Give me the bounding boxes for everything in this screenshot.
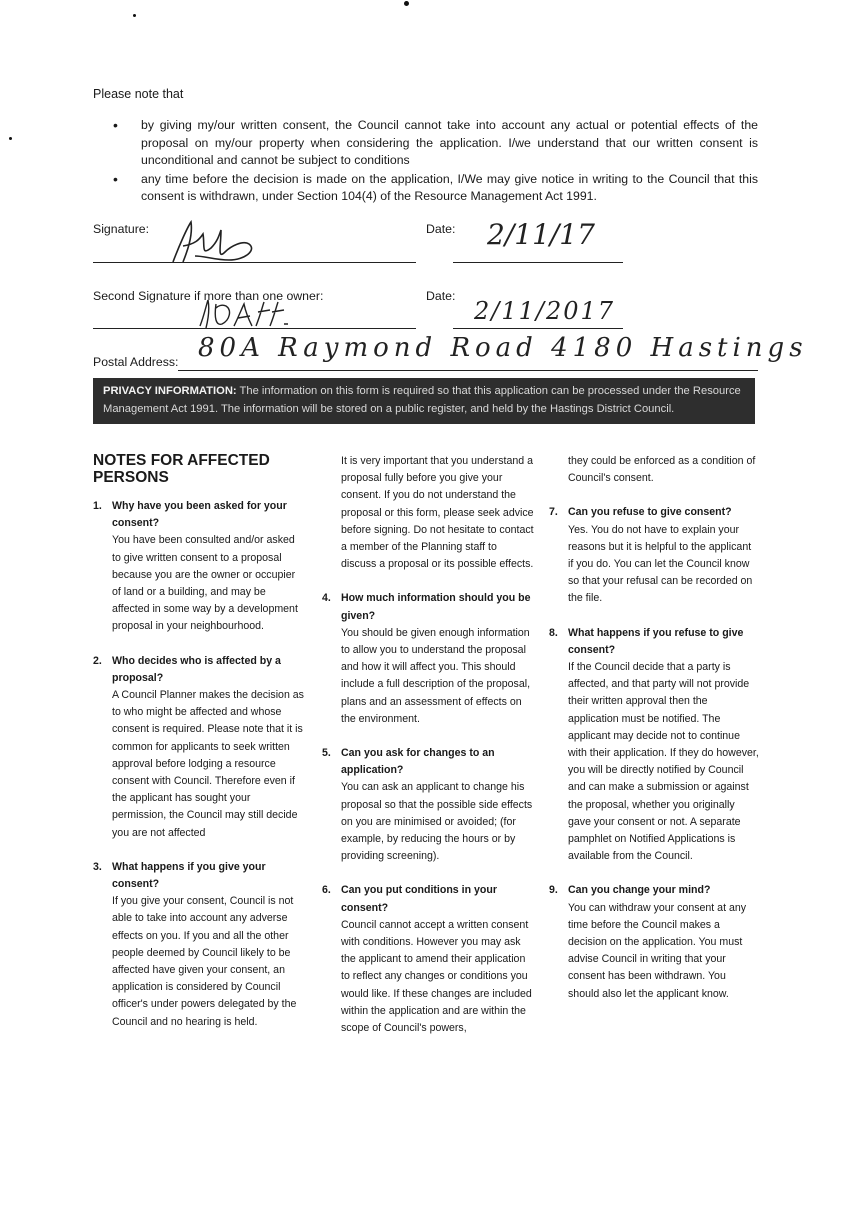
note-item: 6. Can you put conditions in your consent? Council cannot accept a written consent with conditions. However you may ask the applicant to amend their application to reflect any changes or conditions you would like. If these changes are included within the application and are within the scope of Council's powers, (322, 882, 535, 1037)
note-item: 8. What happens if you refuse to give consent? If the Council decide that a party is affected, and that party will not provide their written approval then the application must be notified. The applicant may decide not to continue with their application. If they do however, you will be directly notified by Council and can make a submission or against the proposal, whether you originally gave your consent or not. A separate pamphlet on Notified Applications is available from the Council. (549, 625, 759, 866)
note-question: Can you put conditions in your consent? (341, 884, 497, 914)
handwritten-second-signature (196, 296, 296, 332)
notes-column-1 (93, 452, 305, 1048)
date-line[interactable] (453, 262, 623, 263)
bullet-icon: • (113, 117, 118, 133)
note-question: What happens if you give your consent? (112, 860, 266, 891)
note-item: 5. Can you ask for changes to an application? You can ask an applicant to change his proposal so that the possible side effects on you are minimised or avoided; (for example, by reducing the hours or by providing screening). (322, 745, 535, 865)
note-answer: Council cannot accept a written consent with conditions. However you may ask the applicant to amend their application to reflect any changes or conditions you would like. If these changes are included within the application and are within the scope of Council's powers, (341, 918, 532, 1035)
postal-address-label: Postal Address: (93, 355, 179, 369)
note-intro: Please note that (93, 87, 184, 101)
note-answer: You can ask an applicant to change his proposal so that the possible side effects on you are minimised or avoided; (for example, by reducing the hours or by providing screening). (341, 781, 533, 863)
note-answer: You have been consulted and/or asked to give written consent to a proposal because you are the owner or occupier of land or a building, and may be affected in some way by a development proposal in your neighbourhood. (112, 534, 298, 633)
note-item: 4. How much information should you be given? You should be given enough information to allow you to understand the proposal and how it will affect you. This should include a full description of the proposal, plans and an assessment of effects on the environment. (322, 590, 535, 728)
signature-date: 2/11/17 (487, 218, 595, 251)
second-date-line[interactable] (453, 328, 623, 329)
scan-speck (9, 137, 12, 140)
note-answer: If the Council decide that a party is affected, and that party will not provide their written approval then the application must be notified. The applicant may decide not to continue with their application. If they do however, you will be directly notified by Council and can make a submission or against the proposal, whether you originally gave your consent or not. A separate pamphlet on Notified Applications is available from the Council. (568, 661, 759, 863)
note-question: Who decides who is affected by a proposal? (112, 654, 281, 684)
note-question: Can you ask for changes to an application? (341, 747, 495, 777)
note-answer: Yes. You do not have to explain your reasons but it is helpful to the applicant if you do. You can let the Council know so that your refusal can be recorded on the file. (568, 523, 753, 605)
handwritten-signature (165, 216, 260, 268)
notes-column-3 (549, 453, 759, 1020)
postal-address-line[interactable] (178, 370, 758, 371)
note-continuation (322, 453, 535, 573)
signature-label: Signature: (93, 222, 150, 236)
second-signature-date: 2/11/2017 (474, 297, 616, 325)
note-question: What happens if you refuse to give consent? (568, 626, 744, 656)
notes-title: NOTES FOR AFFECTED PERSONS (93, 452, 270, 486)
consent-notes-list (93, 117, 758, 207)
scan-speck (133, 14, 136, 17)
second-signature-label: Second Signature if more than one owner: (93, 289, 324, 303)
note-answer: they could be enforced as a condition of Council's consent. (568, 455, 756, 485)
notes-column-2 (322, 453, 535, 1054)
consent-note-item: • any time before the decision is made on the application, I/We may give notice in writing to the Council that this consent is withdrawn, under Section 104(4) of the Resource Management Act 1991. (113, 170, 758, 203)
second-date-label: Date: (426, 289, 456, 303)
note-answer: It is very important that you understand a proposal fully before you give your consent. If you do not understand the proposal or this form, please seek advice before signing. Do not hesitate to contact a member of the Planning staff to discuss a proposal or its possible effects. (341, 455, 534, 571)
note-item: 9. Can you change your mind? You can withdraw your consent at any time before the Council makes a decision on the application. You must advise Council in writing that your consent has been withdrawn. You should also let the applicant know. (549, 882, 759, 1002)
privacy-text: The information on this form is required so that this application can be processed under the Resource Management Act 1991. The information will be stored on a public register, and held by the Hastings District Council. (103, 385, 741, 415)
note-continuation (549, 453, 759, 487)
note-answer: A Council Planner makes the decision as to who might be affected and whose consent is required. Please note that it is common for applicants to seek written approval before lodging a resource consent with Council. Therefore even if the applicant has sought your permission, the Council may still decide you are not affected (112, 689, 304, 839)
note-item: 1. Why have you been asked for your consent? You have been consulted and/or asked to give written consent to a proposal because you are the owner or occupier of land or a building, and may be affected in some way by a development proposal in your neighbourhood. (93, 498, 305, 636)
consent-note-item: • by giving my/our written consent, the Council cannot take into account any actual or potential effects of the proposal on my/our property when considering the application. I/we understand that our written consent is unconditional and cannot be subject to conditions (113, 117, 758, 167)
note-answer: You should be given enough information to allow you to understand the proposal and how it will affect you. This should include a full description of the proposal, plans and an assessment of effects on the environment. (341, 626, 531, 725)
note-item: 7. Can you refuse to give consent? Yes. You do not have to explain your reasons but it is helpful to the applicant if you do. You can let the Council know so that your refusal can be recorded on the file. (549, 504, 759, 607)
date-label: Date: (426, 222, 456, 236)
note-question: Why have you been asked for your consent? (112, 500, 287, 530)
scan-speck (404, 1, 409, 6)
note-question: How much information should you be given? (341, 592, 531, 622)
privacy-information-box (93, 378, 755, 424)
note-answer: You can withdraw your consent at any time before the Council makes a decision on the application. You must advise Council in writing that your consent has been withdrawn. You should also let the applicant know. (568, 901, 747, 1000)
bullet-icon: • (113, 170, 118, 187)
note-item: 2. Who decides who is affected by a proposal? A Council Planner makes the decision as to who might be affected and whose consent is required. Please note that it is common for applicants to seek written approval before lodging a resource consent with Council. Therefore even if the applicant has sought your permission, the Council may still decide you are not affected (93, 653, 305, 842)
postal-address-value: 80A Raymond Road 4180 Hastings (198, 333, 808, 363)
note-item: 3. What happens if you give your consent? If you give your consent, Council is not able to take into account any adverse effects on you. If you and all the other people deemed by Council likely to be affected have given your consent, an application is considered by Council officer's under powers delegated by the Council and no hearing is held. (93, 859, 305, 1031)
privacy-heading: PRIVACY INFORMATION: (103, 385, 237, 397)
note-question: Can you refuse to give consent? (568, 506, 732, 519)
note-question: Can you change your mind? (568, 884, 711, 897)
note-answer: If you give your consent, Council is not able to take into account any adverse effects on you. If you and all the other people deemed by Council likely to be affected have given your consent, an application is considered by Council officer's under powers delegated by the Council and no hearing is held. (112, 895, 297, 1028)
